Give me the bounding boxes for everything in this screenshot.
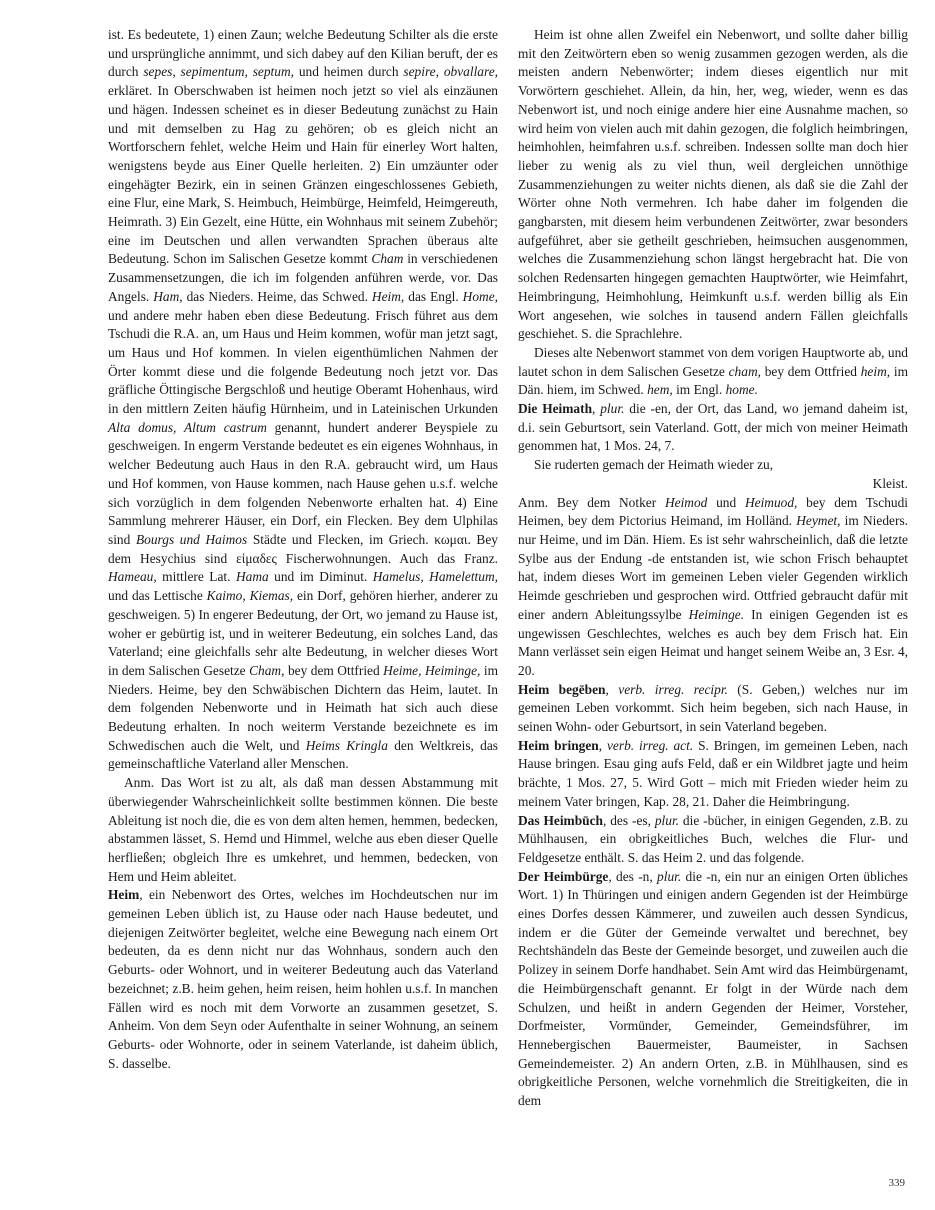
text-run: und heimen durch xyxy=(294,64,404,80)
text-run: das Engl. xyxy=(404,288,463,304)
text-run: in verschiedenen Zusammensetzungen, die ich im folgenden anführen werde, vor. Das Angels. xyxy=(108,251,498,304)
dictionary-entry xyxy=(108,886,498,1073)
text-run: im Nieders. nur Heime, und im Dän. Hiem. Es ist sehr wahrscheinlich, daß die letzte Sylbe aus der Endung -de entstanden ist, wie schon Frisch behauptet hat, indem dieses Wort im gemeinen Leben vieler Gegenden wirklich Heimde geschrieben und gesprochen wird. Ottfried gebraucht dafür mit einer andern Ableitungssylbe xyxy=(518,513,908,622)
text-run: Anm. Bey dem Notker xyxy=(518,494,665,510)
text-run: S. Bringen, im gemeinen Leben, nach Hause bringen. Esau ging aufs Feld, daß er ein Wildbret jagte und heim brächte, 1 Mos. 27, 5. Wird Gott – mich mit Frieden wieder heim zu meinem Vater bringen, Kap. 28, 21. Daher die Heimbringung. xyxy=(518,737,908,809)
italic-term: Heimuod, xyxy=(744,494,798,510)
text-run: In einigen Gegenden ist es ungewissen Geschlechtes, welches es auch bey dem Frisch hat. Ein Mann verlässet sein eigen Heimat und hanget seinem Weibe an, 3 Esr. 4, 20. xyxy=(518,606,908,678)
paragraph xyxy=(518,26,908,344)
text-run: Kleist. xyxy=(872,475,908,491)
italic-term: Heims Kringla xyxy=(305,737,388,753)
text-run: , xyxy=(605,681,619,697)
text-run: , des -es, xyxy=(603,812,655,828)
text-run: Sie ruderten gemach der Heimath wieder zu, xyxy=(534,457,774,473)
text-run: Städte und Flecken, im Griech. κωμαι. Bey dem Hesychius sind εἱμαδες Fischerwohnungen. Auch das Franz. xyxy=(108,531,499,566)
italic-term: Hama xyxy=(235,569,269,585)
text-run: , xyxy=(598,737,607,753)
page-number: 339 xyxy=(888,1177,905,1189)
text-run: , xyxy=(592,401,601,417)
italic-term: Bourgs und Haimos xyxy=(135,531,248,547)
dictionary-entry xyxy=(518,868,908,1111)
dictionary-entry xyxy=(518,681,908,737)
dictionary-entry xyxy=(518,737,908,812)
text-run: und das Lettische xyxy=(108,588,207,604)
italic-term: Hameau, xyxy=(108,569,157,585)
italic-term: hem, xyxy=(647,382,673,398)
paragraph xyxy=(518,344,908,400)
text-run: genannt, hundert anderer Beyspiele zu geschweigen. In engerm Verstande bedeutet es ein eigenes Wohnhaus, in welcher Bedeutung auch Haus in den R.A. gebraucht wird, um Haus und Hof kommen, von Hause kommen, nach Hause gehen u.s.f. welche sich vorzüglich in dem folgenden Nebenworte erhalten hat. 4) Eine Sammlung mehrerer Häuser, ein Dorf, ein Flecken. Bey dem Ulphilas sind xyxy=(108,419,498,547)
text-run: im Dän. hiem, im Schwed. xyxy=(518,363,908,398)
text-run: , ein Nebenwort des Ortes, welches im Hochdeutschen nur im gemeinen Leben üblich ist, zu Hause oder nach Hause bedeutet, und diejenigen Zeitwörter begleitet, welche eine Bewegung nach einem Ort bedeuten, da es denn nicht nur das Wohnhaus, sondern auch den Geburts- oder Wohnort, und in weiterer Bedeutung auch das Vaterland bezeichnet; z.B. heim gehen, heim reisen, heim hohlen u.s.f. In manchen Fällen wird es noch mit dem Vorworte an zusammen gesetzet, S. Anheim. Von dem Seyn oder Aufenthalte in seiner Wohnung, an seinem Geburts- oder Wohnorte, oder in seinem Vaterlande, ist daheim üblich, S. dasselbe. xyxy=(108,887,498,1071)
quote-attribution xyxy=(518,475,908,494)
text-run: (S. Geben,) welches nur im gemeinen Leben vorkommt. Sich heim begeben, sich nach Hause, in seinen Wohn- oder Geburtsort, in sein Vaterland begeben. xyxy=(518,681,908,735)
italic-term: verb. irreg. act. xyxy=(606,737,694,753)
text-run: bey dem Tschudi Heimen, bey dem Pictorius Heimand, im Holländ. xyxy=(518,494,909,529)
italic-term: Ham, xyxy=(153,288,183,304)
text-run: das Nieders. Heime, das Schwed. xyxy=(182,288,372,304)
text-run: und im Diminut. xyxy=(268,569,373,585)
paragraph xyxy=(108,774,498,886)
text-run: die -bücher, in einigen Gegenden, z.B. zu Mühlhausen, ein obrigkeitliches Buch, welches die Flur- und Feldgesetze enthält. S. das Heim 2. und das folgende. xyxy=(518,812,909,865)
text-run: die -en, der Ort, das Land, wo jemand daheim ist, d.i. sein Geburtsort, sein Vaterland. Gott, der mich von meiner Heimath genommen hat, 1 Mos. 24, 7. xyxy=(518,401,908,454)
text-run: erkläret. In Oberschwaben ist heimen noch jetzt so viel als einzäunen und hägen. Indessen scheinet es in dieser Bedeutung zunächst zu Hain und mit demselben zu Hag zu gehören; ob es gleich nicht an Wortforschern fehlet, welche Heim und Hain für einerley Wort halten, wenigstens beyde aus Einer Quelle herleiten. 2) Ein umzäunter oder eingehägter Bezirk, ein in seinen Gränzen eingeschlossenes Gebieth, eine Flur, eine Mark, S. Heimbuch, Heimbürge, Heimfeld, Heimgereuth, Heimrath. 3) Ein Gezelt, eine Hütte, ein Wohnhaus mit seinem Zubehör; eine im Deutschen und allen verwandten Sprachen überaus alte Bedeutung. Schon im Salischen Gesetze kommt xyxy=(108,83,498,267)
verse-quote xyxy=(518,456,908,475)
italic-term: Alta domus, Altum castrum xyxy=(108,419,267,435)
italic-term: Cham xyxy=(371,251,404,267)
italic-term: heim, xyxy=(860,363,891,379)
headword: Heim xyxy=(108,887,140,903)
italic-term: Heime, Heiminge, xyxy=(383,662,481,678)
left-column xyxy=(108,26,498,1073)
text-run: bey dem Ottfried xyxy=(760,363,861,379)
italic-term: Hamelus, Hamelettum, xyxy=(372,569,498,585)
text-run: mittlere Lat. xyxy=(156,569,236,585)
headword: Heim bringen xyxy=(518,737,599,753)
text-run: ein Dorf, gehören hierher, anderer zu geschweigen. 5) In engerer Bedeutung, der Ort, wo jemand zu Hause ist, woher er gebürtig ist, und in weiterer Bedeutung, ein solches Land, das Vaterland; eine gleichfalls sehr alte Bedeutung, in welcher dieses Wort in dem Salischen Gesetze xyxy=(108,588,498,678)
dictionary-entry xyxy=(518,400,908,456)
headword: Die Heimath xyxy=(518,401,593,417)
italic-term: cham, xyxy=(728,363,761,379)
text-run: , des -n, xyxy=(608,868,658,884)
text-run: Anm. Das Wort ist zu alt, als daß man dessen Abstammung mit überwiegender Wahrscheinlichkeit sollte bestimmen können. Die beste Ableitung ist noch die, die es von dem alten hemen, hemmen, bedecken, abstammen lässet, S. Hemd und Himmel, welche aus eben dieser Quelle herfließen; obgleich Ihre es umkehret, und hemmen, bedecken, von Hem und Heim ableitet. xyxy=(108,775,498,884)
paragraph xyxy=(108,26,498,774)
paragraph xyxy=(518,494,908,681)
headword: Der Heimbürge xyxy=(518,868,609,884)
headword: Das Heimbūch xyxy=(518,812,603,828)
italic-term: Cham, xyxy=(249,662,285,678)
text-run: und xyxy=(707,494,745,510)
italic-term: Heim, xyxy=(371,288,405,304)
italic-term: Kaimo, Kiemas, xyxy=(206,588,294,604)
italic-term: sepire, obvallare, xyxy=(403,64,498,80)
text-run: Dieses alte Nebenwort stammet von dem vorigen Hauptworte ab, und lautet schon in dem Salischen Gesetze xyxy=(518,344,908,379)
italic-term: plur. xyxy=(657,868,682,884)
text-run: im Nieders. Heime, bey den Schwäbischen Dichtern das Heim, lautet. In dem folgenden Nebenworte und in Heimath hat sich auch diese Bedeutung erhalten. In noch weiterm Verstande bezeichnete es im Schwedischen auch die Welt, und xyxy=(108,662,498,753)
italic-term: home. xyxy=(725,382,758,398)
right-column xyxy=(518,26,908,1111)
italic-term: Home, xyxy=(462,288,498,304)
italic-term: plur. xyxy=(600,401,625,417)
text-run: Heim ist ohne allen Zweifel ein Nebenwort, und sollte daher billig mit den Zeitwörtern eben so wenig zusammen gezogen werden, als die meisten andern Nebenwörter; indem dieses eigentlich nur mit Vorwörtern geschiehet. Allein, da hin, her, weg, wieder, wenn es das Nebenwort ist, und noch einige andere hier eine Ausnahme machen, so wird heim von vielen auch mit dahin gezogen, die folglich heimbringen, heimhohlen, heimfahren u.s.f. schreiben. Indessen sollte man doch hier lieber zu wenig als zu viel thun, weil dergleichen unnöthige Zusammenziehungen zu weiter nichts dienen, als daß sie die Zahl der Wörter ohne Noth vermehren. Ich habe daher im folgenden die gangbarsten, mit diesem heim verbundenen Zeitwörter, zwar besonders aufgeführet, aber sie getheilt geschrieben, heimsuchen ausgenommen, welches die Zusammenziehung schon längst hergebracht hat. Die von solchen Redensarten hingegen gemachten Hauptwörter, wie Heimfahrt, Heimbringung, Heimhohlung, Heimkunft u.s.f. werden billig als Ein Wort angesehen, wie solches in tausend andern Fällen gleichfalls geschiehet. S. die Sprachlehre. xyxy=(518,27,908,342)
dictionary-entry xyxy=(518,812,908,868)
italic-term: verb. irreg. recipr. xyxy=(618,681,728,697)
italic-term: Heymet, xyxy=(796,513,841,529)
text-run: und andere mehr haben eben diese Bedeutung. Frisch führet aus dem Tschudi die R.A. an, um Haus und Heim kommen, wofür man jetzt sagt, um Haus und Hof kommen. In vielen eigenthümlichen Nahmen der Örter kommt diese und die folgende Bedeutung noch jetzt vor. Das gräfliche Öttingische Bergschloß und heutige Oberamt Hohenhaus, wird in den mittlern Zeiten häufig Hürnheim, und in Lateinischen Urkunden xyxy=(108,307,498,417)
text-run: die -n, ein nur an einigen Orten übliches Wort. 1) In Thüringen und einigen andern Gegenden ist der Heimbürge eines Dorfes dessen Kämmerer, und zuweilen auch dessen Syndicus, indem er die Güter der Gemeinde verwaltet und berechnet, bey Rechtshändeln das Beste der Gemeinde besorget, und zuweilen auch die Polizey in seinem Dorfe handhabet. Sein Amt wird das Heimbürgenamt, die Heimbürgenschaft genannt. Er folgt in der Würde nach dem Schulzen, und heißt in andern Gegenden der Heimer, Vorsteher, Dorfmeister, Vormünder, Gemeinder, Gemeindsführer, im Hennebergischen Bauermeister, Baumeister, in Sachsen Gemeindemeister. 2) An andern Orten, z.B. in Mühlhausen, sind es obrigkeitliche Personen, welche vornehmlich die Streitigkeiten, die in dem xyxy=(518,868,909,1109)
text-run: den Weltkreis, das gemeinschaftliche Vaterland aller Menschen. xyxy=(108,737,499,772)
text-run: bey dem Ottfried xyxy=(284,662,384,678)
headword: Heim begēben xyxy=(518,681,606,697)
text-run: im Engl. xyxy=(672,382,726,398)
text-run: ist. Es bedeutete, 1) einen Zaun; welche Bedeutung Schilter als die erste und ursprüngliche annimmt, und sich dabey auf den Kilian beruft, der es durch xyxy=(108,27,498,80)
italic-term: Heiminge. xyxy=(688,606,745,622)
italic-term: plur. xyxy=(654,812,680,828)
italic-term: sepes, sepimentum, septum, xyxy=(143,64,294,80)
italic-term: Heimod xyxy=(664,494,708,510)
